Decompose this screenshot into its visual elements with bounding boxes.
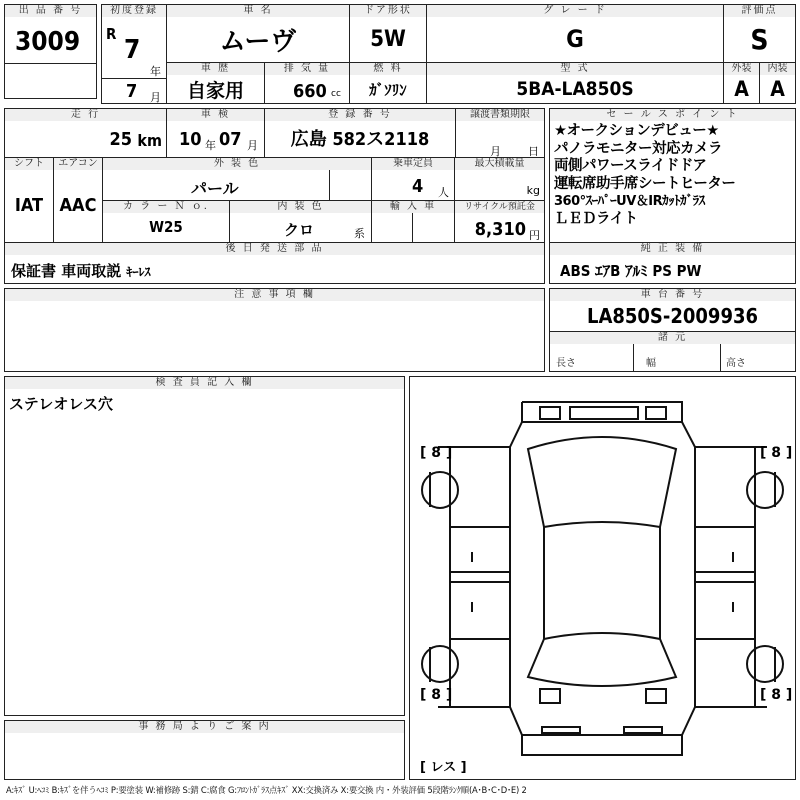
- car-name-cell: [166, 4, 350, 63]
- history-label: 車 歴: [167, 63, 264, 75]
- capacity-unit: 人: [438, 186, 449, 199]
- bottom-right-tire-depth: [ 8 ]: [760, 687, 793, 703]
- equipment: ABS ｴｱB ｱﾙﾐ PS PW: [560, 262, 702, 280]
- lot-number: 3009: [15, 27, 81, 57]
- door-label: ドア形状: [350, 5, 426, 17]
- exterior-label: 外装: [724, 63, 759, 75]
- model: 5BA-LA850S: [516, 78, 634, 100]
- legend-text: A:ｷｽﾞ U:ﾍｺﾐ B:ｷｽﾞを伴うﾍｺﾐ P:要塗装 W:補修跡 S:錆 C:腐食 G:ﾌﾛﾝﾄｶﾞﾗｽ点ｷｽﾞ XX:交換済み X:要交換 内・外装評価 5段階ﾗﾝｸ順(A･B･C･D･E) 2: [6, 785, 527, 795]
- lot-number-cell: [4, 4, 97, 99]
- width-label: 幅: [646, 358, 656, 369]
- mileage-label: 走 行: [5, 109, 166, 121]
- inspector-notes-cell: [4, 376, 405, 716]
- interior-color-label: 内 装 色: [230, 201, 371, 213]
- recycle-deposit: 8,310: [474, 219, 526, 240]
- recycle-deposit-unit: 円: [529, 229, 540, 242]
- mileage-cell: [4, 108, 167, 158]
- damage-diagram-cell: [409, 376, 796, 780]
- exterior-color: パール: [191, 179, 239, 198]
- specifications-cell: [549, 331, 796, 372]
- max-load-cell: [454, 157, 545, 201]
- max-load-unit: kg: [526, 184, 540, 197]
- mileage: 25: [109, 129, 132, 150]
- later-shipped-parts: 保証書 車両取説: [11, 262, 122, 280]
- exterior-color-label: 外 装 色: [103, 158, 371, 170]
- displacement: 660: [293, 81, 327, 102]
- spare-tire-status: [ レス ]: [420, 760, 467, 775]
- sales-point-line: パノラモニター対応カメラ: [554, 140, 722, 157]
- color-number: W25: [149, 218, 183, 236]
- ac-label: エアコン: [54, 158, 102, 170]
- chassis-number-label: 車 台 番 号: [550, 289, 795, 301]
- model-cell: [426, 62, 724, 104]
- score-cell: [723, 4, 796, 63]
- car-diagram: [410, 377, 795, 779]
- interior-score: A: [770, 77, 785, 101]
- exterior-score-cell: [723, 62, 760, 104]
- top-right-tire-depth: [ 8 ]: [760, 445, 793, 461]
- inspector-notes: ステレオレス穴: [9, 395, 113, 413]
- model-label: 型 式: [427, 63, 723, 75]
- max-load-label: 最大積載量: [455, 158, 544, 170]
- history: 自家用: [186, 79, 244, 102]
- height-label: 高さ: [726, 358, 746, 369]
- color-number-cell: [102, 200, 230, 243]
- interior-color-unit: 系: [354, 227, 365, 240]
- bottom-left-tire-depth: [ 8 ]: [420, 687, 453, 703]
- month-unit: 月: [150, 91, 161, 104]
- capacity: 4: [412, 176, 424, 197]
- transfer-deadline-cell: [455, 108, 545, 158]
- transfer-month-unit: 月: [490, 145, 501, 158]
- sales-point-line: 両側パワースライドドア: [554, 158, 707, 174]
- lot-number-label: 出 品 番 号: [5, 5, 96, 17]
- displacement-unit: cc: [331, 89, 341, 99]
- chassis-number: LA850S-2009936: [586, 304, 758, 328]
- notes: [5, 301, 544, 309]
- displacement-cell: [264, 62, 350, 104]
- door-cell: [349, 4, 427, 63]
- interior-color: クロ: [284, 221, 315, 239]
- equipment-label: 純 正 装 備: [550, 243, 795, 255]
- fuel: ｶﾞｿﾘﾝ: [369, 80, 407, 99]
- transfer-day-unit: 日: [528, 145, 539, 158]
- era: R: [106, 25, 117, 43]
- color-number-label: カ ラ ー Ｎ ｏ.: [103, 201, 229, 213]
- notes-cell: [4, 288, 545, 372]
- fuel-label: 燃 料: [350, 63, 426, 75]
- recycle-deposit-label: リサイクル預託金: [455, 201, 544, 213]
- inspector-notes-label: 検 査 員 記 入 欄: [5, 377, 404, 389]
- fuel-cell: [349, 62, 427, 104]
- car-name-label: 車 名: [167, 5, 349, 17]
- equipment-cell: [549, 242, 796, 284]
- door-type: 5W: [370, 26, 406, 52]
- first-registration-cell: [101, 4, 167, 104]
- office-notice: [5, 733, 404, 741]
- inspection-cell: [166, 108, 265, 158]
- specifications-label: 諸 元: [550, 332, 795, 344]
- displacement-label: 排 気 量: [265, 63, 349, 75]
- first-registration-label: 初度登録: [102, 5, 166, 17]
- recycle-deposit-cell: [454, 200, 545, 243]
- plate-cell: [264, 108, 456, 158]
- exterior-color-cell: [102, 157, 372, 201]
- notes-label: 注 意 事 項 欄: [5, 289, 544, 301]
- length-label: 長さ: [556, 358, 576, 369]
- car-name: ムーヴ: [219, 26, 297, 57]
- capacity-label: 乗車定員: [372, 158, 454, 170]
- shift-cell: [4, 157, 54, 243]
- capacity-cell: [371, 157, 455, 201]
- sales-point-line: 運転席助手席シートヒーター: [554, 175, 736, 192]
- inspection-month: 07: [219, 129, 242, 150]
- exterior-score: A: [734, 77, 749, 101]
- inspection-year: 10: [179, 129, 202, 150]
- shift: IAT: [14, 194, 44, 216]
- import-cell: [371, 200, 455, 243]
- inspection-label: 車 検: [167, 109, 264, 121]
- interior-score-cell: [759, 62, 796, 104]
- inspection-year-unit: 年: [205, 139, 216, 152]
- score-label: 評価点: [724, 5, 795, 17]
- later-shipped-parts-label: 後 日 発 送 部 品: [5, 243, 544, 255]
- chassis-number-cell: [549, 288, 796, 332]
- grade: G: [566, 25, 584, 53]
- registration-month: 7: [126, 81, 138, 102]
- ac-cell: [53, 157, 103, 243]
- air-conditioner: AAC: [59, 194, 97, 216]
- mileage-unit: km: [137, 131, 162, 150]
- inspection-month-unit: 月: [247, 139, 258, 152]
- shift-label: シフト: [5, 158, 53, 170]
- sales-point-line: ＬＥＤライト: [554, 210, 638, 227]
- interior-label: 内装: [760, 63, 795, 75]
- interior-color-cell: [229, 200, 372, 243]
- history-cell: [166, 62, 265, 104]
- registration-year: 7: [124, 35, 141, 65]
- sales-point-line: 360°ｽｰﾊﾟｰUV＆IRｶｯﾄｶﾞﾗｽ: [554, 194, 705, 209]
- score: S: [750, 22, 769, 56]
- office-notice-cell: [4, 720, 405, 780]
- grade-label: グ レ ー ド: [427, 5, 723, 17]
- top-left-tire-depth: [ 8 ]: [420, 445, 453, 461]
- sales-points-cell: [549, 108, 796, 243]
- grade-cell: [426, 4, 724, 63]
- plate-number: 広島 582ス2118: [290, 129, 430, 150]
- year-unit: 年: [150, 65, 161, 78]
- later-shipped-parts-small: ｷｰﾚｽ: [126, 265, 151, 279]
- later-shipped-parts-cell: [4, 242, 545, 284]
- transfer-deadline-label: 譲渡書類期限: [456, 109, 544, 121]
- plate-label: 登 録 番 号: [265, 109, 455, 121]
- sales-points-label: セ ー ル ス ポ イ ン ト: [550, 109, 795, 121]
- import-label: 輸 入 車: [372, 201, 454, 213]
- sales-point-line: ★オークションデビュー★: [554, 123, 719, 139]
- office-notice-label: 事 務 局 よ り ご 案 内: [5, 721, 404, 733]
